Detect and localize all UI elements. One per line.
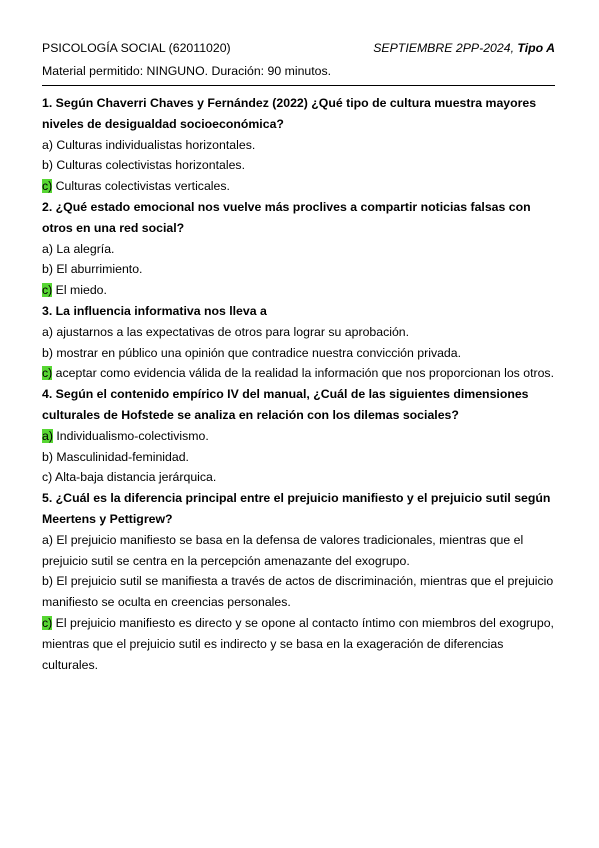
correct-answer-highlight: c) xyxy=(42,615,53,630)
material-note: Material permitido: NINGUNO. Duración: 90 minutos. xyxy=(42,64,332,78)
option-1a xyxy=(42,135,555,156)
option-text: El prejuicio manifiesto se basa en la defensa de valores tradicionales, mientras que el prejuicio sutil se centra en la percepción amenazante del exogrupo. xyxy=(42,532,524,568)
option-text: Culturas colectivistas horizontales. xyxy=(52,158,245,173)
option-5b xyxy=(42,571,555,613)
option-letter: a) xyxy=(42,241,53,256)
option-text: El prejuicio sutil se manifiesta a través de actos de discriminación, mientras que el prejuicio manifiesto se oculta en creencias personales. xyxy=(42,574,554,610)
option-text: Culturas colectivistas verticales. xyxy=(52,179,230,194)
questions-list xyxy=(42,93,555,675)
header-divider xyxy=(42,85,555,86)
option-text: ajustarnos a las expectativas de otros para lograr su aprobación. xyxy=(52,324,410,339)
option-text: El prejuicio manifiesto es directo y se opone al contacto íntimo con miembros del exogrupo, mientras que el prejuicio sutil es indirecto y se basa en la exageración de diferencias culturales. xyxy=(42,615,554,672)
option-text: Culturas individualistas horizontales. xyxy=(52,137,256,152)
option-letter: b) xyxy=(42,262,53,277)
option-1b xyxy=(42,155,555,176)
option-letter: b) xyxy=(42,158,53,173)
option-3a xyxy=(42,322,555,343)
option-text: Individualismo-colectivismo. xyxy=(52,428,209,443)
question-1: 1. Según Chaverri Chaves y Fernández (2022) ¿Qué tipo de cultura muestra mayores niveles de desigualdad socioeconómica? xyxy=(42,96,537,131)
question-2: 2. ¿Qué estado emocional nos vuelve más proclives a compartir noticias falsas con otros en una red social? xyxy=(42,199,531,235)
option-4a xyxy=(42,426,555,447)
question-5: 5. ¿Cuál es la diferencia principal entre el prejuicio manifiesto y el prejuicio sutil según Meertens y Pettigrew? xyxy=(42,491,551,526)
session-label xyxy=(373,41,555,55)
question-3: 3. La influencia informativa nos lleva a xyxy=(42,303,267,318)
option-3b xyxy=(42,343,555,364)
option-4b xyxy=(42,447,555,468)
correct-answer-highlight: a) xyxy=(42,428,53,443)
option-2b xyxy=(42,259,555,280)
correct-answer-highlight: c) xyxy=(42,179,53,194)
option-letter: a) xyxy=(42,137,53,152)
option-4c xyxy=(42,467,555,488)
session-text: SEPTIEMBRE 2PP-2024, xyxy=(373,41,518,55)
option-letter: b) xyxy=(42,574,53,589)
option-2a xyxy=(42,239,555,260)
option-text: El aburrimiento. xyxy=(52,262,143,277)
option-letter: a) xyxy=(42,532,53,547)
option-letter: c) xyxy=(42,470,53,485)
option-letter: a) xyxy=(42,324,53,339)
option-2c xyxy=(42,280,555,301)
option-5c xyxy=(42,613,555,675)
option-text: Alta-baja distancia jerárquica. xyxy=(52,470,217,485)
option-5a xyxy=(42,530,555,572)
option-letter: b) xyxy=(42,345,53,360)
option-text: Masculinidad-feminidad. xyxy=(52,449,189,464)
option-text: aceptar como evidencia válida de la realidad la información que nos proporcionan los otros. xyxy=(52,366,554,381)
question-4: 4. Según el contenido empírico IV del manual, ¿Cuál de las siguientes dimensiones culturales de Hofstede se analiza en relación con los dilemas sociales? xyxy=(42,387,529,422)
option-text: mostrar en público una opinión que contradice nuestra convicción privada. xyxy=(52,345,462,360)
option-1c xyxy=(42,176,555,197)
correct-answer-highlight: c) xyxy=(42,283,53,298)
option-text: La alegría. xyxy=(52,241,115,256)
exam-type: Tipo A xyxy=(517,41,555,55)
correct-answer-highlight: c) xyxy=(42,366,53,381)
option-letter: b) xyxy=(42,449,53,464)
course-title: PSICOLOGÍA SOCIAL (62011020) xyxy=(42,41,231,55)
option-3c xyxy=(42,363,555,384)
option-text: El miedo. xyxy=(52,283,107,298)
